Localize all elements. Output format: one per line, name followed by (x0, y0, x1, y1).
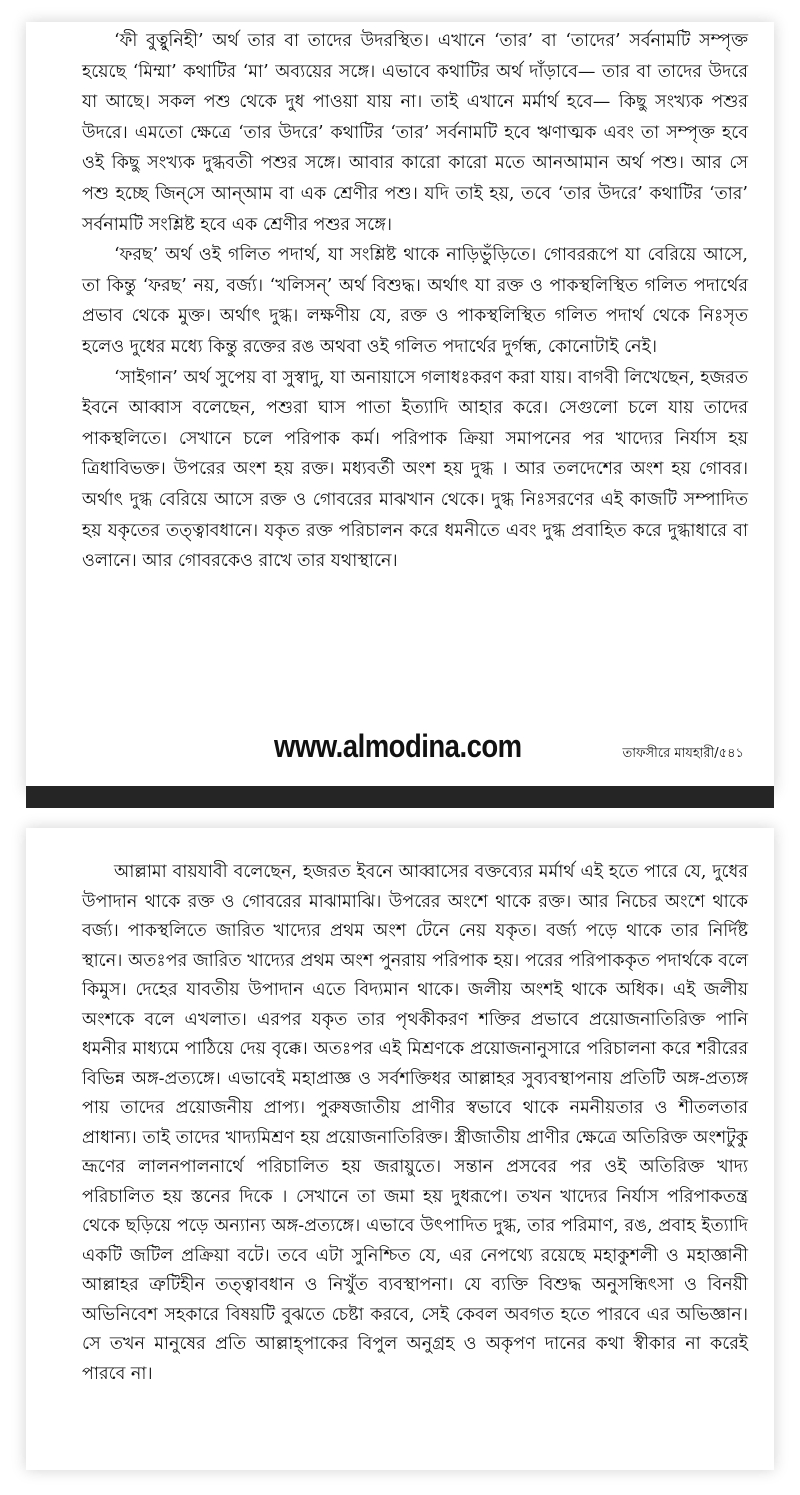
paragraph-3: ‘সাইগান’ অর্থ সুপেয় বা সুস্বাদু, যা অনায়াসে গলাধঃকরণ করা যায়। বাগবী লিখেছেন, হজরত ইবনে আব্বাস বলেছেন, পশুরা ঘাস পাতা ইত্যাদি আহার করে। সেগুলো চলে যায় তাদের পাকস্থলিতে। সেখানে চলে পরিপাক কর্ম। পরিপাক ক্রিয়া সমাপনের পর খাদ্যের নির্যাস হয় ত্রিধাবিভক্ত। উপরের অংশ হয় রক্ত। মধ্যবর্তী অংশ হয় দুগ্ধ । আর তলদেশের অংশ হয় গোবর। অর্থাৎ দুগ্ধ বেরিয়ে আসে রক্ত ও গোবরের মাঝখান থেকে। দুগ্ধ নিঃসরণের এই কাজটি সম্পাদিত হয় যকৃতের তত্ত্বাবধানে। যকৃত রক্ত পরিচালন করে ধমনীতে এবং দুগ্ধ প্রবাহিত করে দুগ্ধাধারে বা ওলানে। আর গোবরকেও রাখে তার যথাস্থানে। (82, 367, 748, 572)
page-divider (26, 786, 774, 808)
bottom-page-body (82, 858, 748, 1389)
paragraph-1: ‘ফী বুত্বুনিহী’ অর্থ তার বা তাদের উদরস্থিত। এখানে ‘তার’ বা ‘তাদের’ সর্বনামটি সম্পৃক্ত হয়েছে ‘মিম্মা’ কথাটির ‘মা’ অব্যয়ের সঙ্গে। এভাবে কথাটির অর্থ দাঁড়াবে— তার বা তাদের উদরে যা আছে। সকল পশু থেকে দুধ পাওয়া যায় না। তাই এখানে মর্মার্থ হবে— কিছু সংখ্যক পশুর উদরে। এমতো ক্ষেত্রে ‘তার উদরে’ কথাটির ‘তার’ সর্বনামটি হবে ঋণাত্মক এবং তা সম্পৃক্ত হবে ওই কিছু সংখ্যক দুগ্ধবতী পশুর সঙ্গে। আবার কারো কারো মতে আনআমান অর্থ পশু। আর সে পশু হচ্ছে জিন্‌সে আন্‌আম বা এক শ্রেণীর পশু। যদি তাই হয়, তবে ‘তার উদরে’ কথাটির ‘তার’ সর্বনামটি সংশ্লিষ্ট হবে এক শ্রেণীর পশুর সঙ্গে। (82, 31, 748, 235)
paragraph-2: ‘ফরছ’ অর্থ ওই গলিত পদার্থ, যা সংশ্লিষ্ট থাকে নাড়িভুঁড়িতে। গোবররূপে যা বেরিয়ে আসে, তা কিন্তু ‘ফরছ’ নয়, বর্জ্য। ‘খলিসন্’ অর্থ বিশুদ্ধ। অর্থাৎ যা রক্ত ও পাকস্থলিস্থিত গলিত পদার্থের প্রভাব থেকে মুক্ত। অর্থাৎ দুগ্ধ। লক্ষণীয় যে, রক্ত ও পাকস্থলিস্থিত গলিত পদার্থ থেকে নিঃসৃত হলেও দুধের মধ্যে কিন্তু রক্তের রঙ অথবা ওই গলিত পদার্থের দুর্গন্ধ, কোনোটাই নেই। (82, 245, 748, 357)
footer-website: www.almodina.com (274, 728, 522, 764)
top-page (26, 22, 774, 792)
top-page-body (82, 26, 748, 577)
paragraph-4: আল্লামা বায়যাবী বলেছেন, হজরত ইবনে আব্বাসের বক্তব্যের মর্মার্থ এই হতে পারে যে, দুধের উপাদান থাকে রক্ত ও গোবরের মাঝামাঝি। উপরের অংশে থাকে রক্ত। আর নিচের অংশে থাকে বর্জ্য। পাকস্থলিতে জারিত খাদ্যের প্রথম অংশ টেনে নেয় যকৃত। বর্জ্য পড়ে থাকে তার নির্দিষ্ট স্থানে। অতঃপর জারিত খাদ্যের প্রথম অংশ পুনরায় পরিপাক হয়। পরের পরিপাককৃত পদার্থকে বলে কিমুস। দেহের যাবতীয় উপাদান এতে বিদ্যমান থাকে। জলীয় অংশই থাকে অধিক। এই জলীয় অংশকে বলে এখলাত। এরপর যকৃত তার পৃথকীকরণ শক্তির প্রভাবে প্রয়োজনাতিরিক্ত পানি ধমনীর মাধ্যমে পাঠিয়ে দেয় বৃক্কে। অতঃপর এই মিশ্রণকে প্রয়োজনানুসারে পরিচালনা করে শরীরের বিভিন্ন অঙ্গ-প্রত্যঙ্গে। এভাবেই মহাপ্রাজ্ঞ ও সর্বশক্তিধর আল্লাহর সুব্যবস্থাপনায় প্রতিটি অঙ্গ-প্রত্যঙ্গ পায় তাদের প্রয়োজনীয় প্রাপ্য। পুরুষজাতীয় প্রাণীর স্বভাবে থাকে নমনীয়তার ও শীতলতার প্রাধান্য। তাই তাদের খাদ্যমিশ্রণ হয় প্রয়োজনাতিরিক্ত। স্ত্রীজাতীয় প্রাণীর ক্ষেত্রে অতিরিক্ত অংশটুকু ভ্রূণের লালনপালনার্থে পরিচালিত হয় জরায়ুতে। সন্তান প্রসবের পর ওই অতিরিক্ত খাদ্য পরিচালিত হয় স্তনের দিকে । সেখানে তা জমা হয় দুধরূপে। তখন খাদ্যের নির্যাস পরিপাকতন্ত্র থেকে ছড়িয়ে পড়ে অন্যান্য অঙ্গ-প্রত্যঙ্গে। এভাবে উৎপাদিত দুগ্ধ, তার পরিমাণ, রঙ, প্রবাহ ইত্যাদি একটি জটিল প্রক্রিয়া বটে। তবে এটা সুনিশ্চিত যে, এর নেপথ্যে রয়েছে মহাকুশলী ও মহাজ্ঞানী আল্লাহর ত্রুটিহীন তত্ত্বাবধান ও নিখুঁত ব্যবস্থাপনা। যে ব্যক্তি বিশুদ্ধ অনুসন্ধিৎসা ও বিনয়ী অভিনিবেশ সহকারে বিষয়টি বুঝতে চেষ্টা করবে, সেই কেবল অবগত হতে পারবে এর অভিজ্ঞান। সে তখন মানুষের প্রতি আল্লাহ্‌পাকের বিপুল অনুগ্রহ ও অকৃপণ দানের কথা স্বীকার না করেই পারবে না। (82, 862, 748, 1384)
footer-page-reference: তাফসীরে মাযহারী/৫৪১ (622, 746, 744, 761)
bottom-page (26, 828, 774, 1470)
